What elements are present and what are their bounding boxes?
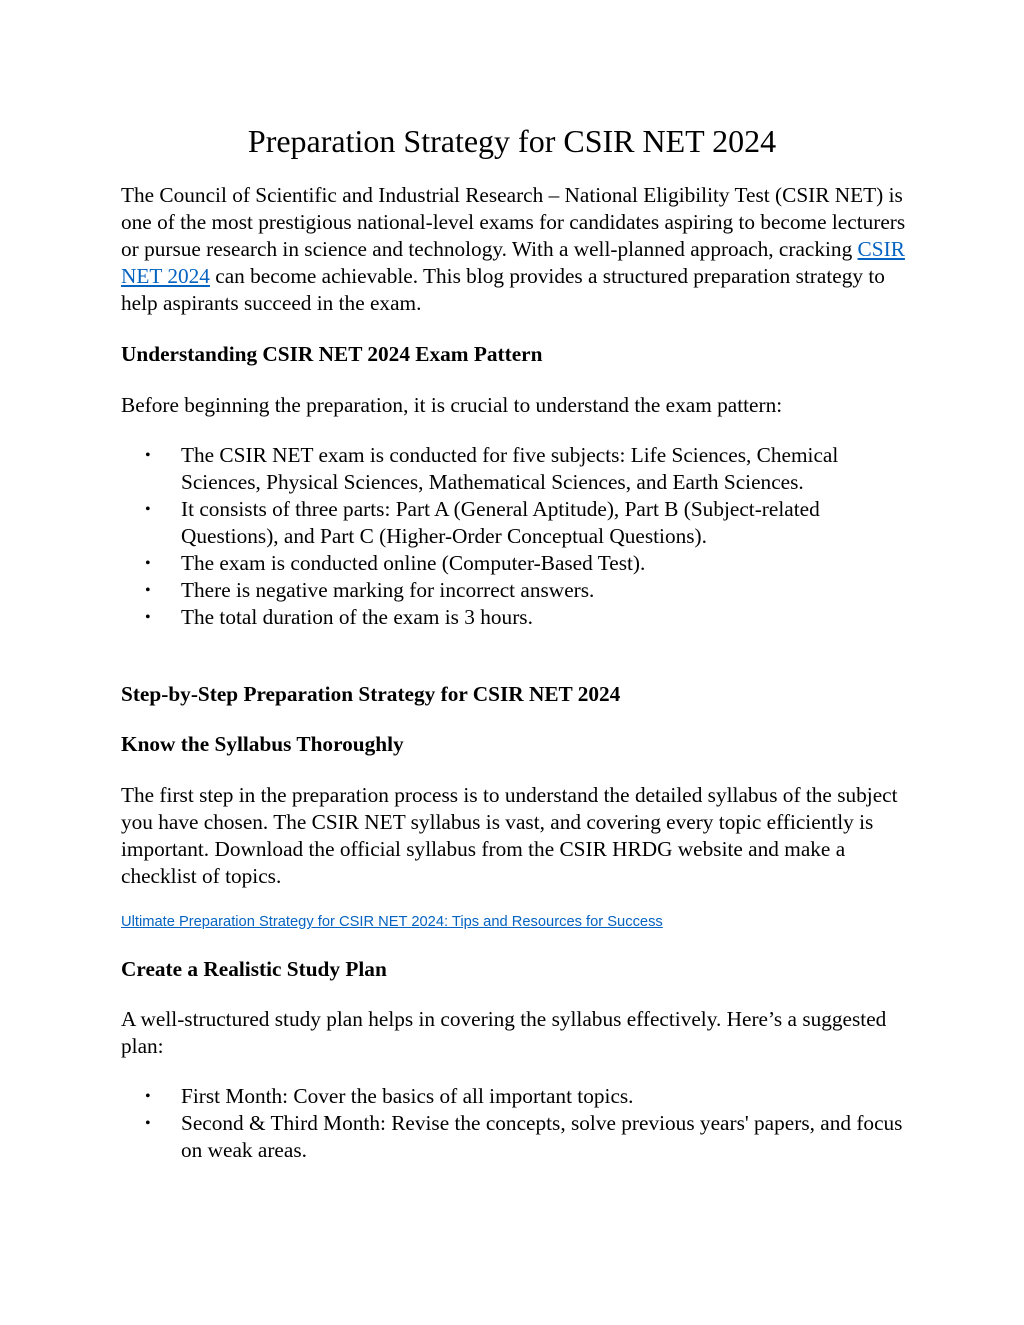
syllabus-subheading: Know the Syllabus Thoroughly [121,732,404,756]
study-plan-list [121,1083,911,1164]
bullet-icon: • [145,609,151,626]
list-item: • The CSIR NET exam is conducted for five subjects: Life Sciences, Chemical Sciences, Physical Sciences, Mathematical Sciences, and Earth Sciences. [145,443,839,494]
study-plan-paragraph: A well-structured study plan helps in covering the syllabus effectively. Here’s a suggested plan: [121,1007,887,1058]
syllabus-paragraph: The first step in the preparation process is to understand the detailed syllabus of the subject you have chosen. The CSIR NET syllabus is vast, and covering every topic efficiently is important. Download the official syllabus from the CSIR HRDG website and make a checklist of topics. [121,783,898,888]
list-item: • The exam is conducted online (Computer-Based Test). [145,551,646,575]
list-item: • It consists of three parts: Part A (General Aptitude), Part B (Subject-related Questions), and Part C (Higher-Order Conceptual Questions). [145,497,820,548]
exam-pattern-lead: Before beginning the preparation, it is crucial to understand the exam pattern: [121,393,783,417]
bullet-icon: • [145,501,151,518]
bullet-icon: • [145,582,151,599]
list-item: • The total duration of the exam is 3 hours. [145,605,533,629]
list-item: • First Month: Cover the basics of all important topics. [145,1084,634,1108]
related-article-link[interactable]: Ultimate Preparation Strategy for CSIR NET 2024: Tips and Resources for Success [121,914,663,930]
bullet-icon: • [145,555,151,572]
bullet-icon: • [145,1115,151,1132]
study-plan-subheading: Create a Realistic Study Plan [121,957,387,981]
exam-pattern-heading: Understanding CSIR NET 2024 Exam Pattern [121,342,543,366]
bullet-icon: • [145,1088,151,1105]
strategy-heading: Step-by-Step Preparation Strategy for CSIR NET 2024 [121,682,621,706]
intro-text-after: can become achievable. This blog provides a structured preparation strategy to help aspirants succeed in the exam. [121,264,885,315]
intro-paragraph [121,182,911,317]
bullet-icon: • [145,447,151,464]
list-item: • There is negative marking for incorrect answers. [145,578,595,602]
csir-net-2024-link[interactable]: CSIR NET 2024 [121,237,905,288]
intro-text-before: The Council of Scientific and Industrial Research – National Eligibility Test (CSIR NET) is one of the most prestigious national-level exams for candidates aspiring to become lecturers or pursue research in science and technology. With a well-planned approach, cracking [121,183,906,261]
page-title: Preparation Strategy for CSIR NET 2024 [247,123,777,159]
exam-pattern-list [121,442,911,631]
list-item: • Second & Third Month: Revise the concepts, solve previous years' papers, and focus on weak areas. [145,1111,903,1162]
